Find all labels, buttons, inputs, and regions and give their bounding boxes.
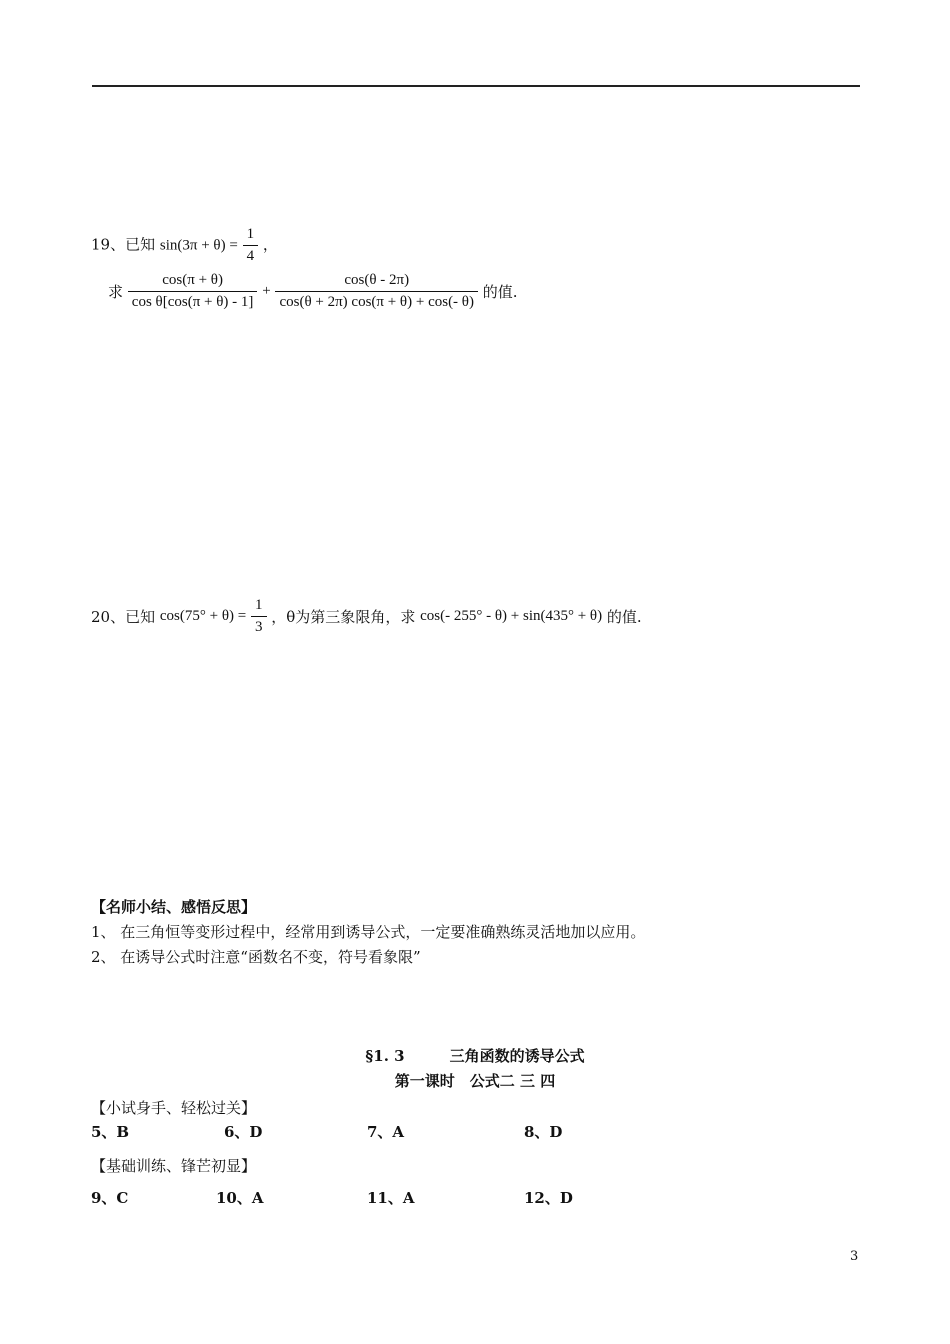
q19-fraction-2: [275, 272, 478, 311]
answer-9: 9、C: [91, 1189, 129, 1207]
summary-item-2: 2、 在诱导公式时注意“函数名不变，符号看象限”: [91, 948, 421, 966]
q19-fraction-1: [128, 272, 258, 311]
answer-11: 11、A: [367, 1189, 415, 1207]
q19-given-num: 1: [246, 226, 255, 242]
q20-tail: 的值.: [606, 608, 642, 626]
answer-8: 8、D: [524, 1123, 563, 1141]
q20-given-den: 3: [251, 616, 267, 636]
q20-given-fraction: [251, 597, 267, 636]
q19-ask: 求: [108, 283, 124, 301]
answers-subtitle: 第一课时 公式二 三 四: [394, 1072, 556, 1090]
q19-given-den: 4: [243, 245, 259, 265]
answer-6: 6、D: [224, 1123, 263, 1141]
q19-frac2-den: cos(θ + 2π) cos(π + θ) + cos(- θ): [275, 291, 478, 311]
q20-given-num: 1: [255, 597, 263, 613]
question-19-expression: [108, 272, 518, 311]
q20-expression: cos(- 255° - θ) + sin(435° + θ): [420, 608, 603, 624]
q19-tail: 的值.: [482, 283, 518, 301]
q19-given-fraction: [243, 226, 259, 265]
question-19-given: [91, 226, 278, 265]
answer-12: 12、D: [524, 1189, 573, 1207]
answer-7: 7、A: [367, 1123, 405, 1141]
answers-title: §1. 3 三角函数的诱导公式: [365, 1047, 585, 1065]
q20-given-lhs: cos(75° + θ) =: [159, 608, 247, 624]
page-number: 3: [850, 1249, 859, 1264]
q19-prefix: 19、已知: [91, 235, 156, 254]
q19-plus: +: [262, 283, 271, 299]
answers-section-1-heading: 【小试身手、轻松过关】: [91, 1099, 257, 1117]
answer-5: 5、B: [91, 1123, 130, 1141]
q19-given-lhs: sin(3π + θ) =: [159, 237, 238, 254]
question-20: [91, 597, 642, 636]
answers-section-2-heading: 【基础训练、锋芒初显】: [91, 1157, 257, 1175]
header-rule: [92, 85, 860, 87]
q19-frac1-num: cos(π + θ): [162, 272, 223, 288]
q19-frac1-den: cos θ[cos(π + θ) - 1]: [128, 291, 258, 311]
q19-frac2-num: cos(θ - 2π): [344, 272, 410, 288]
answer-10: 10、A: [216, 1189, 264, 1207]
summary-heading: 【名师小结、感悟反思】: [91, 898, 257, 916]
q20-prefix: 20、已知: [91, 608, 156, 626]
summary-item-1: 1、 在三角恒等变形过程中，经常用到诱导公式，一定要准确熟练灵活地加以应用。: [91, 923, 646, 941]
q20-mid: ，θ为第三象限角，求: [271, 608, 416, 626]
q19-given-tail: ，: [262, 235, 278, 254]
